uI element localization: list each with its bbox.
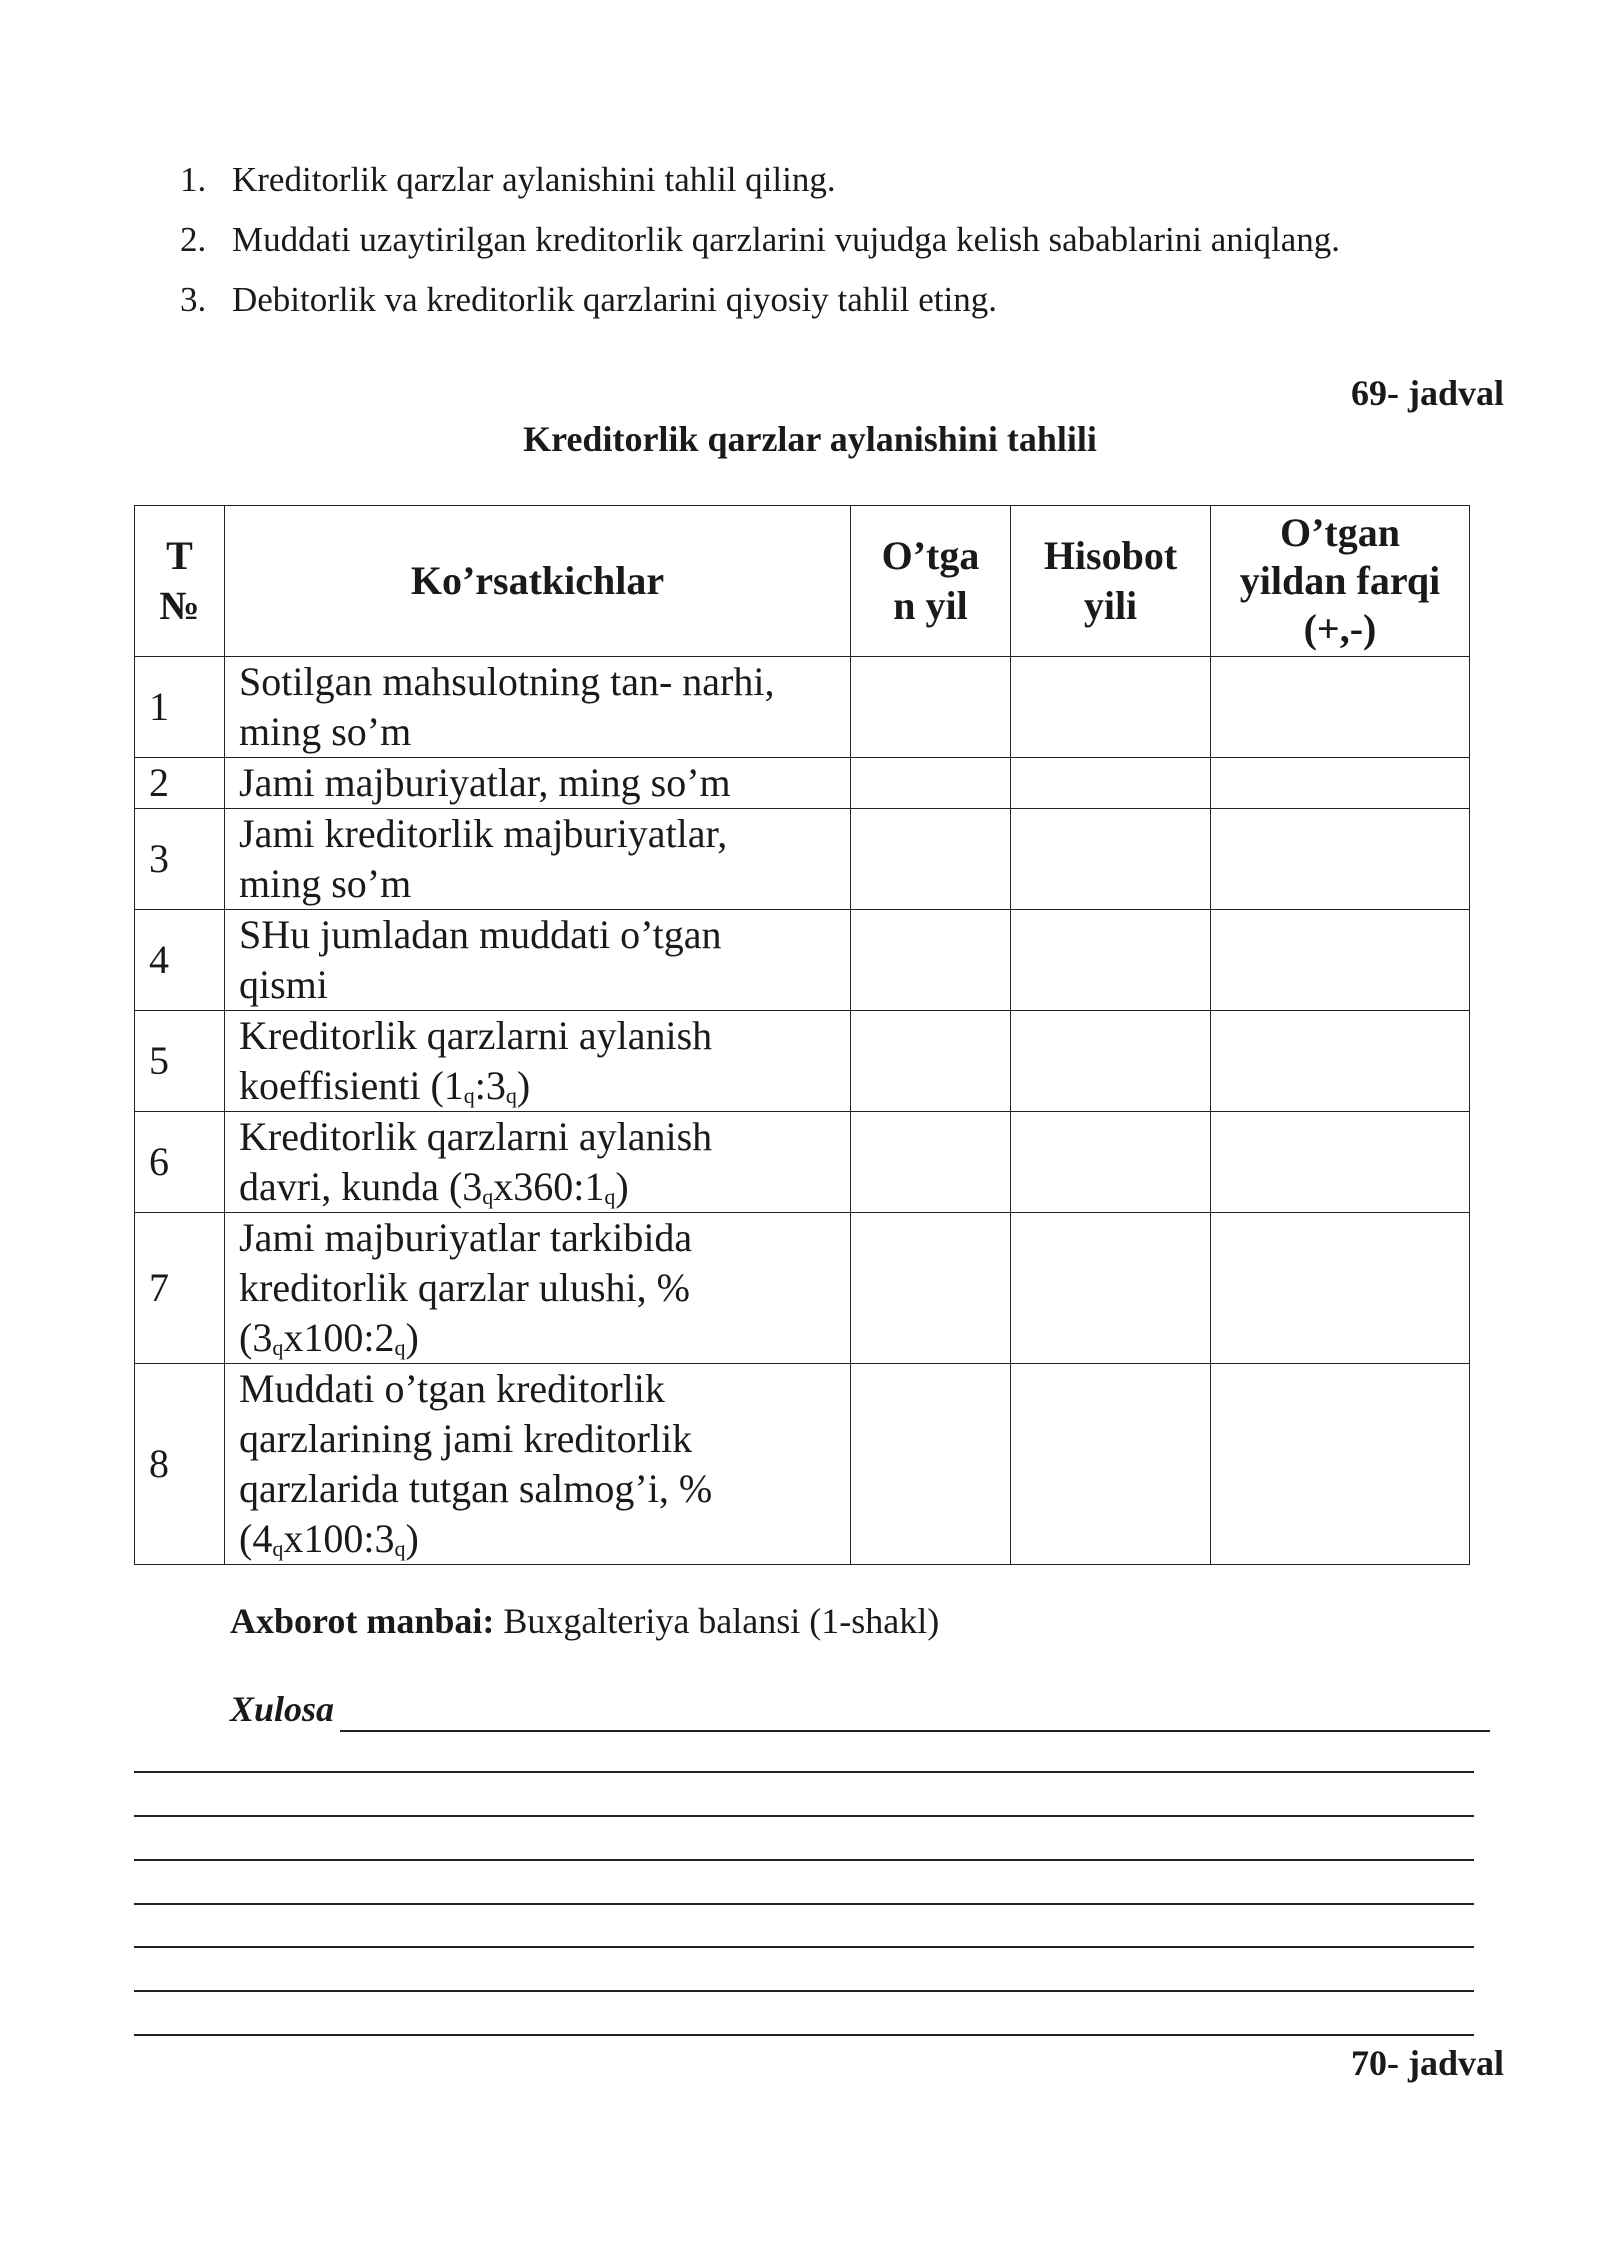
table-header-row [135, 506, 1470, 657]
cell-difference[interactable] [1211, 657, 1470, 758]
table-number: 69- jadval [1351, 373, 1504, 413]
conclusion-line[interactable] [134, 1946, 1474, 1948]
header-number: T № [135, 506, 225, 657]
conclusion-label: Xulosa [230, 1689, 335, 1729]
conclusion-line[interactable] [134, 1771, 1474, 1773]
source-label: Axborot manbai: [230, 1601, 495, 1641]
cell-difference[interactable] [1211, 809, 1470, 910]
task-item [180, 210, 1480, 270]
cell-report-year[interactable] [1011, 758, 1211, 809]
conclusion-line[interactable] [134, 1859, 1474, 1861]
cell-previous-year[interactable] [851, 758, 1011, 809]
row-number: 1 [135, 657, 225, 758]
table-title: Kreditorlik qarzlar aylanishini tahlili [523, 419, 1097, 459]
conclusion-line[interactable] [134, 1903, 1474, 1905]
table-row [135, 1011, 1470, 1112]
cell-report-year[interactable] [1011, 1364, 1211, 1565]
row-number: 8 [135, 1364, 225, 1565]
cell-difference[interactable] [1211, 1112, 1470, 1213]
task-item [180, 150, 1480, 210]
cell-difference[interactable] [1211, 910, 1470, 1011]
cell-difference[interactable] [1211, 1011, 1470, 1112]
cell-report-year[interactable] [1011, 1011, 1211, 1112]
information-source [230, 1600, 939, 1642]
table-row [135, 910, 1470, 1011]
conclusion-line[interactable] [134, 1990, 1474, 1992]
header-previous-year: O’tga n yil [851, 506, 1011, 657]
cell-report-year[interactable] [1011, 1213, 1211, 1364]
row-indicator: Muddati o’tgan kreditorlik qarzlarining jami kreditorlik qarzlarida tutgan salmog’i, % $(4_qx100:3_q)$ [225, 1364, 851, 1565]
row-indicator: SHu jumladan muddati o’tgan qismi [225, 910, 851, 1011]
table-row [135, 657, 1470, 758]
row-indicator: Jami kreditorlik majburiyatlar, ming so’m [225, 809, 851, 910]
row-number: 6 [135, 1112, 225, 1213]
row-number: 3 [135, 809, 225, 910]
table-row [135, 1364, 1470, 1565]
table-row [135, 758, 1470, 809]
conclusion-line[interactable] [134, 2034, 1474, 2036]
analysis-table [134, 505, 1470, 1565]
cell-previous-year[interactable] [851, 1112, 1011, 1213]
cell-difference[interactable] [1211, 758, 1470, 809]
row-number: 4 [135, 910, 225, 1011]
task-item [180, 270, 1480, 330]
cell-difference[interactable] [1211, 1213, 1470, 1364]
header-difference: O’tgan yildan farqi (+,-) [1211, 506, 1470, 657]
header-indicators: Ko’rsatkichlar [225, 506, 851, 657]
cell-previous-year[interactable] [851, 1213, 1011, 1364]
row-number: 2 [135, 758, 225, 809]
row-indicator: Sotilgan mahsulotning tan- narhi, ming so’m [225, 657, 851, 758]
row-indicator: Kreditorlik qarzlarni aylanish koeffisienti $(1_q:3_q)$ [225, 1011, 851, 1112]
task-number: 3. [180, 280, 207, 319]
conclusion-line[interactable] [134, 1815, 1474, 1817]
cell-previous-year[interactable] [851, 1364, 1011, 1565]
row-indicator: Jami majburiyatlar tarkibida kreditorlik qarzlar ulushi, % $(3_qx100:2_q)$ [225, 1213, 851, 1364]
task-text: Debitorlik va kreditorlik qarzlarini qiyosiy tahlil eting. [232, 280, 997, 319]
table-row [135, 1112, 1470, 1213]
cell-report-year[interactable] [1011, 809, 1211, 910]
row-number: 7 [135, 1213, 225, 1364]
cell-previous-year[interactable] [851, 657, 1011, 758]
source-text: Buxgalteriya balansi (1-shakl) [503, 1601, 940, 1641]
task-number: 2. [180, 220, 207, 259]
row-indicator: Kreditorlik qarzlarni aylanish davri, kunda $(3_qx360:1_q)$ [225, 1112, 851, 1213]
task-list [180, 150, 1480, 330]
header-report-year: Hisobot yili [1011, 506, 1211, 657]
task-text: Kreditorlik qarzlar aylanishini tahlil qiling. [232, 160, 836, 199]
task-text: Muddati uzaytirilgan kreditorlik qarzlarini vujudga kelish sabablarini aniqlang. [232, 220, 1341, 259]
table-row [135, 809, 1470, 910]
cell-difference[interactable] [1211, 1364, 1470, 1565]
task-number: 1. [180, 160, 207, 199]
row-number: 5 [135, 1011, 225, 1112]
conclusion-line[interactable] [340, 1730, 1490, 1732]
cell-previous-year[interactable] [851, 910, 1011, 1011]
cell-report-year[interactable] [1011, 1112, 1211, 1213]
cell-previous-year[interactable] [851, 1011, 1011, 1112]
row-indicator: Jami majburiyatlar, ming so’m [225, 758, 851, 809]
table-row [135, 1213, 1470, 1364]
next-table-number: 70- jadval [1351, 2043, 1504, 2083]
cell-report-year[interactable] [1011, 657, 1211, 758]
cell-previous-year[interactable] [851, 809, 1011, 910]
cell-report-year[interactable] [1011, 910, 1211, 1011]
